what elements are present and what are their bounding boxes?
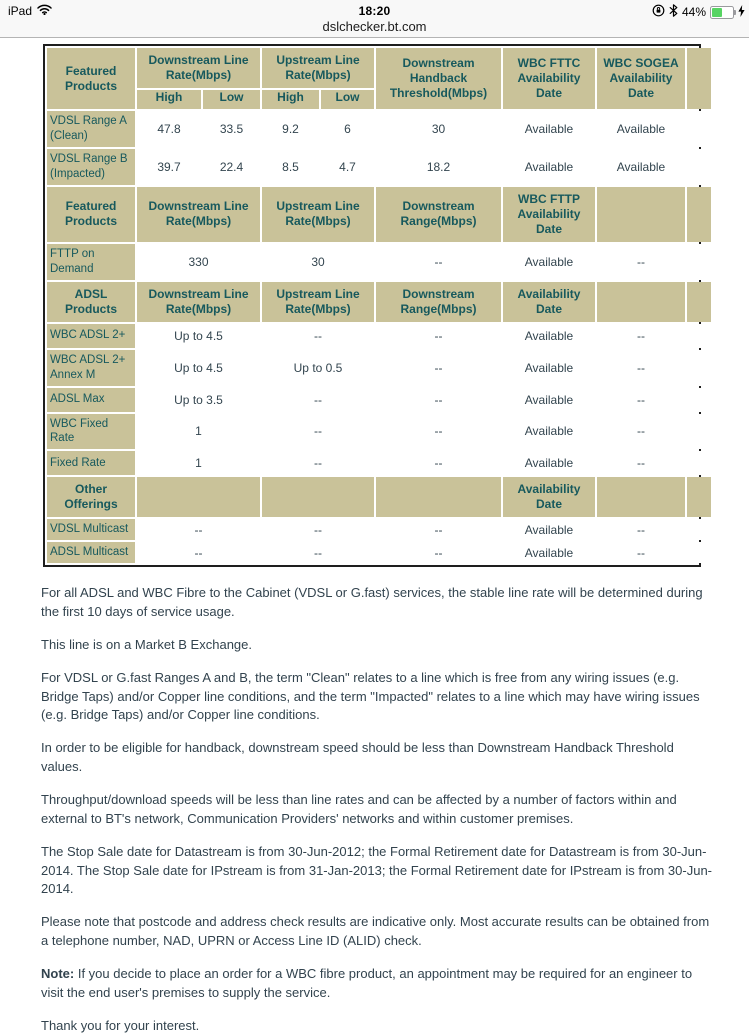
col-header-wbc-fttp-availability: WBC FTTP Availability Date <box>503 187 595 242</box>
row-label: VDSL Range B (Impacted) <box>47 149 135 185</box>
battery-icon <box>710 6 734 19</box>
note-stop-sale-dates: The Stop Sale date for Datastream is from 30-Jun-2012; the Formal Retirement date for Datastream is from 30-Jun-2014. The Stop Sale date for IPstream is from 31-Jan-2013; the Formal Retirement date for IPstream is from 30-Jun-2014. <box>41 843 713 897</box>
charging-bolt-icon <box>738 5 745 20</box>
spacer-cell <box>687 350 711 386</box>
row-label: WBC ADSL 2+ <box>47 324 135 348</box>
table-row-vdsl-range-a <box>47 111 711 147</box>
spacer-column-header <box>687 187 711 242</box>
cell-availability-2: -- <box>597 388 685 412</box>
cell-availability: Available <box>503 451 595 475</box>
col-header-handback-threshold: Downstream Handback Threshold(Mbps) <box>376 48 501 109</box>
table-row-vdsl-range-b <box>47 149 711 185</box>
cell-upstream: -- <box>262 414 374 450</box>
table-row-wbc-adsl2 <box>47 324 711 348</box>
cell-downstream: Up to 4.5 <box>137 350 260 386</box>
col-header-downstream-range: Downstream Range(Mbps) <box>376 187 501 242</box>
header-row-other-offerings <box>47 477 711 517</box>
cell-availability: Available <box>503 324 595 348</box>
cell-fttc-availability: Available <box>503 149 595 185</box>
col-header-other-offerings: Other Offerings <box>47 477 135 517</box>
cell-downstream: -- <box>137 542 260 563</box>
col-header-upstream-rate: Upstream Line Rate(Mbps) <box>262 187 374 242</box>
table-row-wbc-adsl2-annex-m <box>47 350 711 386</box>
note-market-exchange: This line is on a Market B Exchange. <box>41 636 252 652</box>
cell-availability-2: -- <box>597 414 685 450</box>
note-clean-impacted: For VDSL or G.fast Ranges A and B, the term "Clean" relates to a line which is free from any wiring issues (e.g. Bridge Taps) and/or Copper line conditions, and the term "Impacted" relates to a line which may have wiring issues (e.g. Bridge Taps) and/or Copper line conditions. <box>41 669 700 723</box>
table-row-fttp-on-demand <box>47 244 711 280</box>
header-row-adsl <box>47 282 711 322</box>
subheader-up-low: Low <box>321 90 374 109</box>
col-header-featured-products: Featured Products <box>47 48 135 109</box>
cell-sogea-availability: Available <box>597 149 685 185</box>
spacer-cell <box>687 542 711 563</box>
cell-downstream: 1 <box>137 451 260 475</box>
col-header-availability: Availability Date <box>503 477 595 517</box>
row-label: VDSL Range A (Clean) <box>47 111 135 147</box>
cell-availability: Available <box>503 414 595 450</box>
cell-fttc-availability: Available <box>503 111 595 147</box>
row-label: Fixed Rate <box>47 451 135 475</box>
header-row-featured-fttp <box>47 187 711 242</box>
cell-downstream: 1 <box>137 414 260 450</box>
note-postcode-indicative: Please note that postcode and address check results are indicative only. Most accurate results can be obtained from a telephone number, NAD, UPRN or Access Line ID (ALID) check. <box>41 914 710 949</box>
col-header-wbc-sogea-availability: WBC SOGEA Availability Date <box>597 48 685 109</box>
table-row-wbc-fixed-rate <box>47 414 711 450</box>
cell-upstream: 30 <box>262 244 374 280</box>
status-right <box>652 4 745 20</box>
cell-availability-2: -- <box>597 519 685 540</box>
cell-down-high: 39.7 <box>137 149 201 185</box>
cell-upstream: -- <box>262 388 374 412</box>
clock: 18:20 <box>358 4 391 18</box>
cell-down-low: 33.5 <box>203 111 260 147</box>
cell-up-low: 6 <box>321 111 374 147</box>
cell-down-low: 22.4 <box>203 149 260 185</box>
spacer-cell <box>687 244 711 280</box>
col-header-featured-products: Featured Products <box>47 187 135 242</box>
cell-availability: Available <box>503 388 595 412</box>
spacer-cell <box>687 388 711 412</box>
col-header-downstream-range: Downstream Range(Mbps) <box>376 282 501 322</box>
cell-upstream: -- <box>262 324 374 348</box>
cell-availability-2: -- <box>597 324 685 348</box>
cell-range: -- <box>376 519 501 540</box>
cell-availability-2: -- <box>597 451 685 475</box>
note-handback-eligibility: In order to be eligible for handback, downstream speed should be less than Downstream Handback Threshold values. <box>41 740 674 775</box>
col-header-empty <box>597 282 685 322</box>
cell-availability-2: -- <box>597 542 685 563</box>
col-header-empty <box>597 477 685 517</box>
subheader-down-low: Low <box>203 90 260 109</box>
col-header-downstream-rate: Downstream Line Rate(Mbps) <box>137 282 260 322</box>
note-engineer-appointment <box>41 965 713 1003</box>
spacer-column-header <box>687 477 711 517</box>
cell-availability: Available <box>503 519 595 540</box>
spacer-cell <box>687 519 711 540</box>
cell-upstream: -- <box>262 519 374 540</box>
col-header-upstream-rate: Upstream Line Rate(Mbps) <box>262 48 374 88</box>
cell-range: -- <box>376 244 501 280</box>
cell-range: -- <box>376 324 501 348</box>
spacer-column-header <box>687 48 711 109</box>
cell-range: -- <box>376 388 501 412</box>
cell-downstream: Up to 4.5 <box>137 324 260 348</box>
cell-range: -- <box>376 414 501 450</box>
cell-availability: Available <box>503 542 595 563</box>
col-header-empty <box>597 187 685 242</box>
row-label: WBC Fixed Rate <box>47 414 135 450</box>
col-header-empty <box>137 477 260 517</box>
spacer-cell <box>687 414 711 450</box>
cell-range: -- <box>376 350 501 386</box>
cell-availability: Available <box>503 244 595 280</box>
address-bar[interactable]: dslchecker.bt.com <box>322 19 427 34</box>
col-header-downstream-rate: Downstream Line Rate(Mbps) <box>137 187 260 242</box>
device-label: iPad <box>8 4 33 18</box>
table-row-vdsl-multicast <box>47 519 711 540</box>
col-header-empty <box>376 477 501 517</box>
cell-up-high: 9.2 <box>262 111 319 147</box>
closing-message: Thank you for your interest. <box>41 1017 200 1033</box>
col-header-downstream-rate: Downstream Line Rate(Mbps) <box>137 48 260 88</box>
spacer-cell <box>687 149 711 185</box>
row-label: ADSL Multicast <box>47 542 135 563</box>
note-text: If you decide to place an order for a WBC fibre product, an appointment may be required for an engineer to visit the end user's premises to supply the service. <box>41 965 693 1000</box>
cell-downstream: Up to 3.5 <box>137 388 260 412</box>
table-row-adsl-multicast <box>47 542 711 563</box>
cell-up-high: 8.5 <box>262 149 319 185</box>
cell-upstream: -- <box>262 451 374 475</box>
note-stable-line-rate: For all ADSL and WBC Fibre to the Cabinet (VDSL or G.fast) services, the stable line rate will be determined during the first 10 days of service usage. <box>41 585 703 620</box>
row-label: FTTP on Demand <box>47 244 135 280</box>
subheader-down-high: High <box>137 90 201 109</box>
row-label: ADSL Max <box>47 388 135 412</box>
header-row-featured-vdsl <box>47 48 711 88</box>
cell-handback: 30 <box>376 111 501 147</box>
note-label: Note: <box>41 965 75 981</box>
subheader-up-high: High <box>262 90 319 109</box>
cell-handback: 18.2 <box>376 149 501 185</box>
spacer-cell <box>687 324 711 348</box>
table-row-adsl-max <box>47 388 711 412</box>
footnotes <box>41 584 713 1035</box>
cell-availability: Available <box>503 350 595 386</box>
cell-range: -- <box>376 542 501 563</box>
col-header-adsl-products: ADSL Products <box>47 282 135 322</box>
cell-range: -- <box>376 451 501 475</box>
cell-availability-2: -- <box>597 350 685 386</box>
cell-up-low: 4.7 <box>321 149 374 185</box>
status-bar <box>0 0 749 38</box>
spacer-cell <box>687 111 711 147</box>
col-header-empty <box>262 477 374 517</box>
row-label: WBC ADSL 2+ Annex M <box>47 350 135 386</box>
spacer-cell <box>687 451 711 475</box>
col-header-availability: Availability Date <box>503 282 595 322</box>
battery-percent: 44% <box>681 5 706 19</box>
cell-down-high: 47.8 <box>137 111 201 147</box>
row-label: VDSL Multicast <box>47 519 135 540</box>
cell-upstream: -- <box>262 542 374 563</box>
page-content <box>0 38 749 567</box>
bluetooth-icon <box>669 4 678 20</box>
table-row-fixed-rate <box>47 451 711 475</box>
col-header-wbc-fttc-availability: WBC FTTC Availability Date <box>503 48 595 109</box>
cell-downstream: 330 <box>137 244 260 280</box>
cell-availability-2: -- <box>597 244 685 280</box>
orientation-lock-icon <box>652 4 665 20</box>
results-table-frame <box>43 44 701 567</box>
cell-sogea-availability: Available <box>597 111 685 147</box>
cell-upstream: Up to 0.5 <box>262 350 374 386</box>
spacer-column-header <box>687 282 711 322</box>
broadband-results-table <box>45 46 713 565</box>
col-header-upstream-rate: Upstream Line Rate(Mbps) <box>262 282 374 322</box>
cell-downstream: -- <box>137 519 260 540</box>
note-throughput: Throughput/download speeds will be less than line rates and can be affected by a number of factors within and external to BT's network, Communication Providers' networks and within customer premises. <box>41 792 677 826</box>
